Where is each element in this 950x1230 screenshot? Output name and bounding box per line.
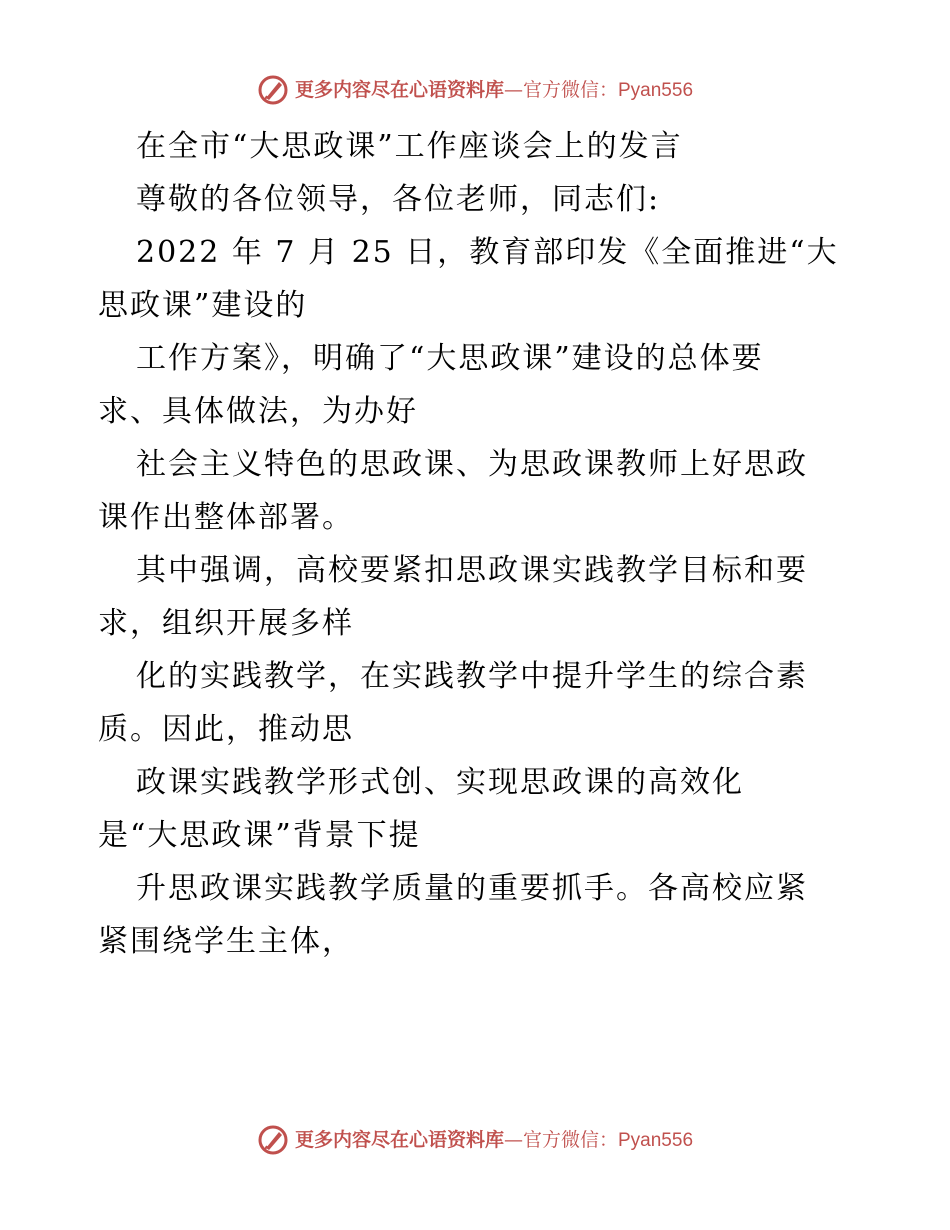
paragraph-line: 质。因此，推动思 xyxy=(98,712,354,747)
quill-pen-logo-icon xyxy=(257,1124,289,1156)
paragraph-line: 升思政课实践教学质量的重要抓手。各高校应紧 xyxy=(136,871,808,906)
paragraph-line: 求、具体做法，为办好 xyxy=(98,394,418,429)
paragraph-line: 其中强调，高校要紧扣思政课实践教学目标和要 xyxy=(136,553,808,588)
salutation: 尊敬的各位领导，各位老师，同志们: xyxy=(136,182,661,217)
paragraph-line: 政课实践教学形式创、实现思政课的高效化 xyxy=(136,765,744,800)
footer-banner-text xyxy=(295,1120,693,1161)
document-body xyxy=(98,120,858,968)
banner-dash: — xyxy=(503,1128,523,1151)
header-banner-text xyxy=(295,70,693,111)
paragraph-line: 2022 年 7 月 25 日，教育部印发《全面推进“大 xyxy=(136,235,839,270)
quill-pen-logo-icon xyxy=(257,74,289,106)
paragraph-line: 课作出整体部署。 xyxy=(98,500,354,535)
paragraph-line: 是“大思政课”背景下提 xyxy=(98,818,421,853)
paragraph-line: 思政课”建设的 xyxy=(98,288,308,323)
banner-wechat-label: 官方微信： xyxy=(522,78,618,101)
footer-banner-inner xyxy=(257,1120,693,1160)
paragraph-line: 工作方案》，明确了“大思政课”建设的总体要 xyxy=(136,341,764,376)
banner-wechat-label: 官方微信： xyxy=(522,1128,618,1151)
paragraph-line: 社会主义特色的思政课、为思政课教师上好思政 xyxy=(136,447,808,482)
banner-dash: — xyxy=(503,78,523,101)
document-title: 在全市“大思政课”工作座谈会上的发言 xyxy=(136,129,683,164)
banner-wechat-id: Pyan556 xyxy=(618,1129,694,1151)
banner-title: 更多内容尽在心语资料库 xyxy=(294,78,504,101)
footer-banner xyxy=(0,1120,950,1160)
paragraph-line: 求，组织开展多样 xyxy=(98,606,354,641)
banner-title: 更多内容尽在心语资料库 xyxy=(294,1128,504,1151)
paragraph-line: 化的实践教学，在实践教学中提升学生的综合素 xyxy=(136,659,808,694)
header-banner-inner xyxy=(257,70,693,110)
header-banner xyxy=(0,70,950,110)
paragraph-line: 紧围绕学生主体， xyxy=(98,924,354,959)
banner-wechat-id: Pyan556 xyxy=(618,79,694,101)
